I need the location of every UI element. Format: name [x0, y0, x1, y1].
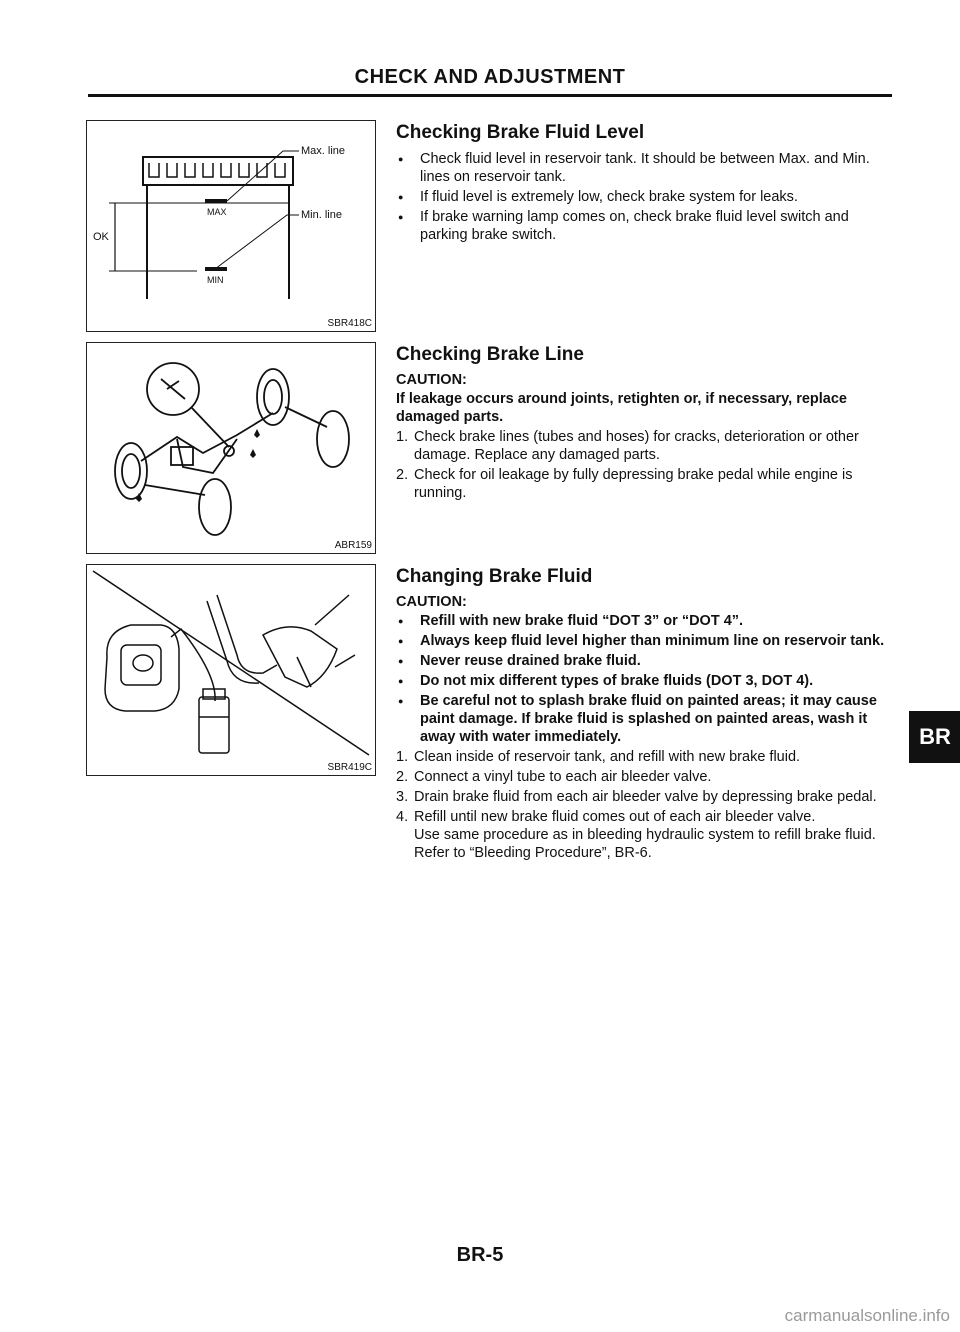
- figure-code: SBR419C: [327, 762, 372, 773]
- page-title: CHECK AND ADJUSTMENT: [354, 66, 626, 88]
- step-text: Drain brake fluid from each air bleeder valve by depressing brake pedal.: [414, 789, 877, 805]
- caution-label: CAUTION:: [396, 594, 467, 610]
- section-check-brake-line: [396, 344, 898, 504]
- ok-label: OK: [93, 231, 109, 243]
- caution-bullet: ● Be careful not to splash brake fluid on painted areas; it may cause paint damage. If brake fluid is splashed on painted areas, wash it away with water immediately.: [396, 692, 898, 746]
- step-item: 2. Check for oil leakage by fully depressing brake pedal while engine is running.: [396, 467, 853, 501]
- section-check-fluid-level: [396, 122, 898, 246]
- step-item: 4. Refill until new brake fluid comes out of each air bleeder valve. Use same procedure as in bleeding hydraulic system to refill brake fluid. Refer to “Bleeding Procedure”, BR-6.: [396, 808, 898, 862]
- section-title: Checking Brake Fluid Level: [396, 122, 645, 143]
- bullet-list: [396, 150, 898, 244]
- caution-bullet: ● Refill with new brake fluid “DOT 3” or “DOT 4”.: [396, 612, 898, 630]
- brake-line-illustration: [87, 343, 377, 555]
- figure-brake-line: [86, 342, 376, 554]
- step-list: [396, 748, 898, 862]
- watermark-text: carmanualsonline.info: [784, 1306, 950, 1325]
- max-line-label: Max. line: [301, 145, 346, 157]
- figure-code: ABR159: [334, 540, 372, 551]
- figure-changing-fluid: [86, 564, 376, 776]
- min-line-label: Min. line: [301, 209, 342, 221]
- step-text: Connect a vinyl tube to each air bleeder valve.: [414, 769, 712, 785]
- page-header: [88, 64, 892, 97]
- step-item: 2. Connect a vinyl tube to each air bleeder valve.: [396, 769, 712, 785]
- figure-code: SBR418C: [327, 318, 372, 329]
- caution-bullet: ● Do not mix different types of brake fluids (DOT 3, DOT 4).: [396, 672, 898, 690]
- caution-bullet-list: [396, 612, 898, 746]
- step-text: Clean inside of reservoir tank, and refill with new brake fluid.: [414, 749, 801, 765]
- bullet-item: ● Check fluid level in reservoir tank. It should be between Max. and Min. lines on reservoir tank.: [396, 150, 898, 186]
- caution-label: CAUTION:: [396, 372, 467, 388]
- step-text: Check for oil leakage by fully depressing brake pedal while engine is running.: [414, 467, 853, 501]
- step-note: Refer to “Bleeding Procedure”, BR-6.: [414, 845, 652, 861]
- step-list: [396, 428, 898, 502]
- step-item: 3. Drain brake fluid from each air bleeder valve by depressing brake pedal.: [396, 789, 877, 805]
- section-tab-br: BR: [909, 711, 960, 763]
- page-number: BR-5: [456, 1244, 504, 1266]
- step-note: Use same procedure as in bleeding hydraulic system to refill brake fluid.: [414, 827, 876, 843]
- step-text: Check brake lines (tubes and hoses) for cracks, deterioration or other damage. Replace any damaged parts.: [414, 429, 859, 463]
- section-title: Checking Brake Line: [396, 344, 584, 365]
- section-title: Changing Brake Fluid: [396, 566, 593, 587]
- step-item: 1. Clean inside of reservoir tank, and refill with new brake fluid.: [396, 749, 801, 765]
- section-change-brake-fluid: [396, 566, 898, 864]
- step-item: 1. Check brake lines (tubes and hoses) for cracks, deterioration or other damage. Replace any damaged parts.: [396, 429, 859, 463]
- min-mark-label: MIN: [207, 275, 224, 285]
- bullet-item: ● If fluid level is extremely low, check brake system for leaks.: [396, 188, 898, 206]
- caution-bullet: ● Always keep fluid level higher than minimum line on reservoir tank.: [396, 632, 898, 650]
- step-text: Refill until new brake fluid comes out of each air bleeder valve.: [414, 809, 816, 825]
- figure-reservoir-levels: [86, 120, 376, 332]
- max-mark-label: MAX: [207, 207, 227, 217]
- changing-fluid-illustration: [87, 565, 377, 777]
- bullet-item: ● If brake warning lamp comes on, check brake fluid level switch and parking brake switch.: [396, 208, 898, 244]
- caution-text: If leakage occurs around joints, retighten or, if necessary, replace damaged parts.: [396, 391, 848, 425]
- caution-bullet: ● Never reuse drained brake fluid.: [396, 652, 898, 670]
